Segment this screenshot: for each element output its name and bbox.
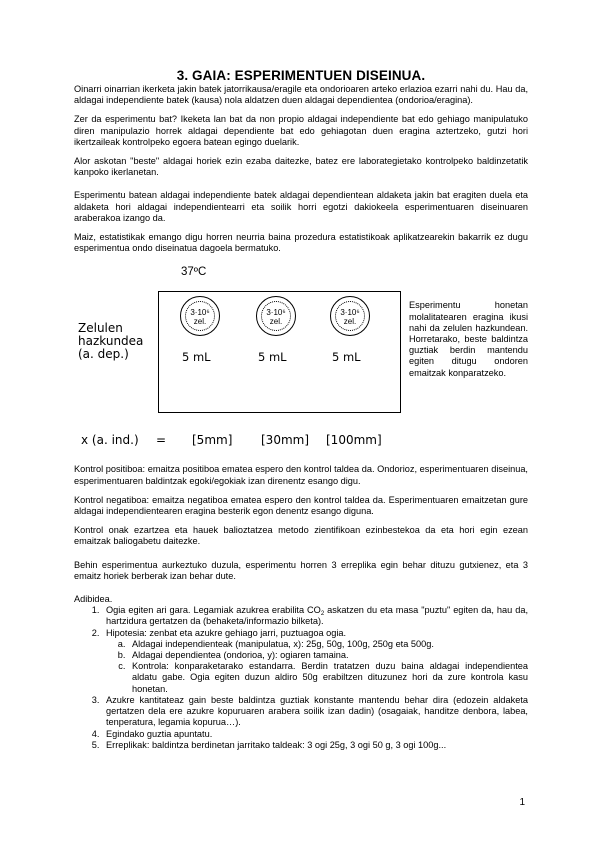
- paragraph-replicas: Behin esperimentua aurkeztuko duzula, esperimentu horren 3 erreplika egin behar dituzu gutxienez, eta 3 emaitz horiek berberak izan behar dute.: [74, 559, 528, 581]
- list-item: 4. Egindako guztia apuntatu.: [102, 729, 528, 740]
- paragraph-design: Esperimentu batean aldagai independiente batek aldagai dependientean aldaketa jakin bat eragiten duela eta aldaketa hori aldagai independientearri eta soilik horri egotzi dakiokeela esperimentuaren diseinuaren araberakoa izango da.: [74, 190, 528, 223]
- paragraph-intro: Oinarri oinarrian ikerketa jakin batek jatorrikausa/eragile eta ondorioaren arteko erlazioa ezarri nahi du. Hau da, aldagai independiente batek (kausa) nola aldatzen duen aldagai dependientea (ondorioa/eragina).: [74, 84, 528, 106]
- experiment-figure: [74, 266, 528, 452]
- temperature-label: 37ºC: [181, 266, 207, 279]
- document-page: [74, 68, 528, 751]
- paragraph-negative-control: Kontrol negatiboa: emaitza negatiboa ematea espero den kontrol taldea da. Esperimentuaren emaitzetan gure aldagai independientearen eragina besterik egon denentz esango diguna.: [74, 494, 528, 517]
- cell-unit: zel.: [343, 317, 357, 327]
- hypothesis-sublist: [106, 639, 528, 695]
- list-item: 3. Azukre kantitateaz gain beste baldintza guztiak konstante mantendu behar dira (edozein aldaketa gertatzen dela ere azukre kopuruaren arabera soilik izan dadin) (osagaiak, handitze denbora, labea, tenperatura, legamia kopurua…).: [102, 695, 528, 729]
- volume-label-2: 5 mL: [258, 350, 287, 365]
- sublist-item: a. Aldagai independienteak (manipulatua, x): 25g, 50g, 100g, 250g eta 500g.: [128, 639, 528, 650]
- y-axis-label: Zelulen hazkundea (a. dep.): [78, 321, 144, 362]
- cell-unit: zel.: [193, 317, 207, 327]
- page-number: 1: [519, 797, 525, 808]
- cell-count: 3·10⁶: [266, 308, 286, 318]
- sublist-item: b. Aldagai dependientea (ondorioa, y): ogiaren tamaina.: [128, 650, 528, 661]
- x-axis-label: x (a. ind.): [81, 433, 139, 448]
- figure-side-note: Esperimentu honetan molalitatearen eragina ikusi nahi da zelulen hazkundean. Horretarako, beste baldintza guztiak berdin mantendu egiten ditugu ondoren emaitzak konparatzeko.: [409, 300, 528, 378]
- page-title: 3. GAIA: ESPERIMENTUEN DISEINUA.: [176, 68, 426, 83]
- paragraph-definition: Zer da esperimentu bat? Ikeketa lan bat da non propio aldagai independiente bat edo gehiago manipulatuko diren manipulazio horrek aldagai dependiente bat edo gehiagotan duen eragina aztertzeko, gutzi hori ikertzaileak kontrolpeko egoera batean egingo duelarik.: [74, 114, 528, 147]
- cell-unit: zel.: [269, 317, 283, 327]
- cell-count: 3·10⁶: [340, 308, 360, 318]
- equals-sign: =: [156, 433, 167, 448]
- paragraph-positive-control: Kontrol positiboa: emaitza positiboa ematea espero den kontrol taldea da. Ondorioz, esperimentuaren diseinua, esperimentuaren baldintzak egoki/egokiak izan direnentz esango digu.: [74, 464, 528, 486]
- paragraph-statistics: Maiz, estatistikak emango digu horren neurria baina prozedura estatistikoak aplikatzearekin bakarrik ez dugu esperimentua ondo diseinatua dagoela bermatuko.: [74, 232, 528, 254]
- paragraph-controls: Kontrol onak ezartzea eta hauek balioztatzea metodo zientifikoan ezinbestekoa da eta hori egin ezean emaitzak baliogabetu daitezke.: [74, 525, 528, 547]
- list-item: 1. Ogia egiten ari gara. Legamiak azukrea erabilita $CO_2$ askatzen du eta masa "puztu" egiten da, hau da, hartzidura gertatzen da (behaketa/informazio bilketa).: [102, 605, 528, 627]
- list-item: 5. Erreplikak: baldintza berdinetan jarritako taldeak: 3 ogi 25g, 3 ogi 50 g, 3 ogi 100g...: [102, 740, 528, 751]
- volume-label-3: 5 mL: [332, 350, 361, 365]
- sublist-item: c. Kontrola: konparaketarako estandarra. Berdin tratatzen duzu baina aldagai independientea aldatu gabe. Ogia egiten duzun aldiro 50g erabiltzen dituzunez hori da zure kontrola kasu honetan.: [128, 661, 528, 695]
- example-title: Adibidea.: [74, 594, 113, 605]
- x-value-3: [100mm]: [326, 433, 382, 448]
- paragraph-other-variables: Alor askotan "beste" aldagai horiek ezin ezaba daitezke, batez ere laborategietako kontrolpeko baldinzetatik kanpoko ikerlanetan.: [74, 156, 528, 178]
- example-list: [74, 605, 528, 751]
- x-value-1: [5mm]: [192, 433, 233, 448]
- cell-count: 3·10⁶: [190, 308, 210, 318]
- volume-label-1: 5 mL: [182, 350, 211, 365]
- list-item: 2. Hipotesia: zenbat eta azukre gehiago jarri, puztuagoa ogia. a. Aldagai independienteak (manipulatua, x): 25g, 50g, 100g, 250g eta 500g. b. Aldagai dependientea (ondorioa, y): ogiaren tamaina. c. Kontrola: konparaketarako estandarra. Berdin tratatzen duzu baina aldagai independientea aldatu gabe. Ogia egiten duzun aldiro 50g erabiltzen dituzunez hori da zure kontrola kasu honetan.: [102, 628, 528, 695]
- x-value-2: [30mm]: [261, 433, 310, 448]
